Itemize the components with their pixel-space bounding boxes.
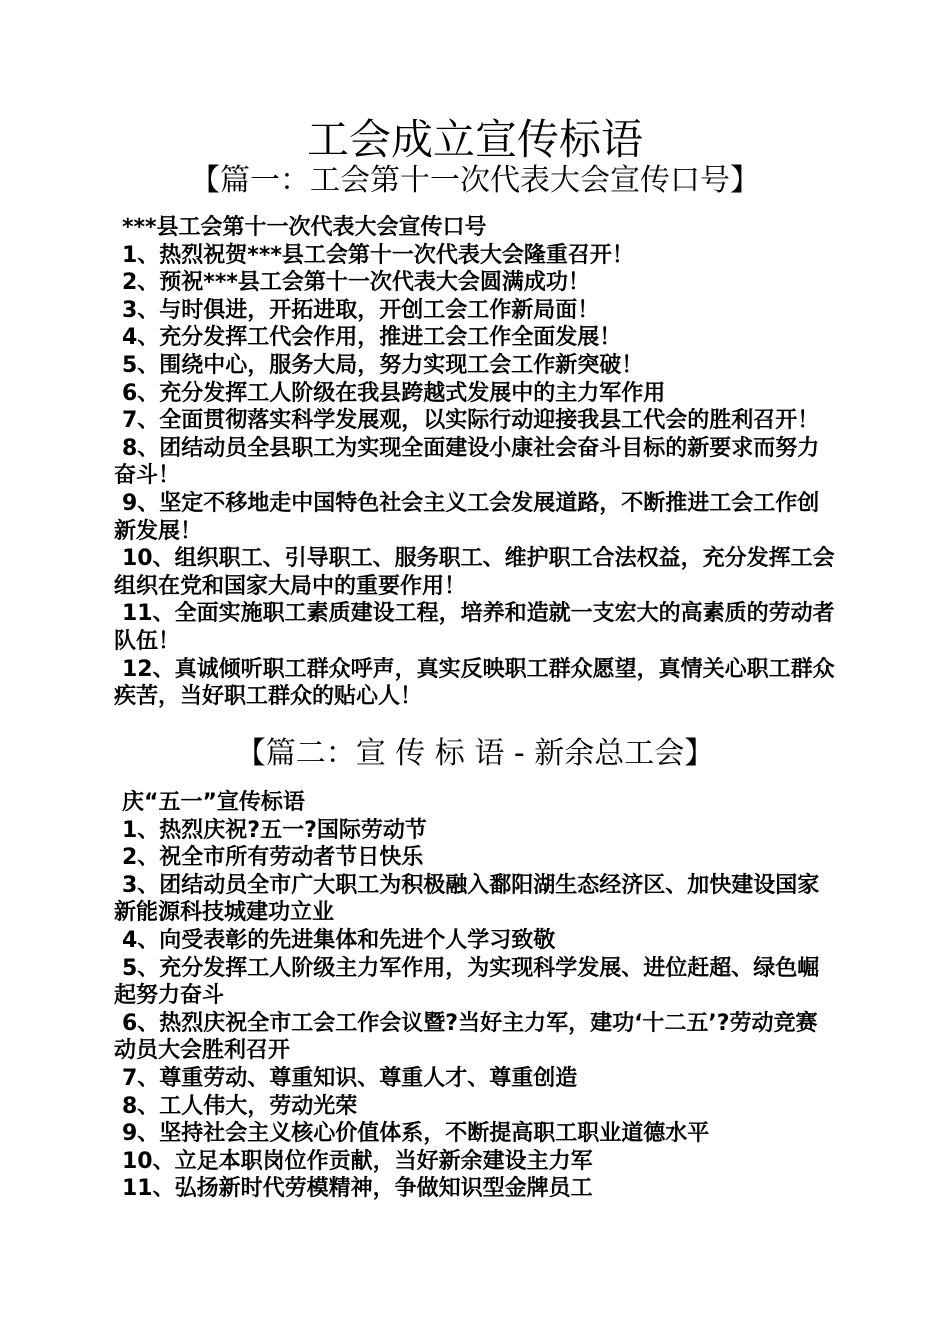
slogan-item: 4、充分发挥工代会作用，推进工会工作全面发展！ xyxy=(122,325,622,351)
slogan-item: 5、围绕中心，服务大局，努力实现工会工作新突破！ xyxy=(122,352,644,378)
slogan-item: 3、团结动员全市广大职工为积极融入鄱阳湖生态经济区、加快建设国家新能源科技城建功立业 xyxy=(114,872,820,926)
section-1-subtitle: ***县工会第十一次代表大会宣传口号 xyxy=(122,215,487,240)
slogan-item: 8、团结动员全县职工为实现全面建设小康社会奋斗目标的新要求而努力奋斗！ xyxy=(114,435,820,489)
section-1-body xyxy=(114,214,836,711)
section-2-heading: 【篇二：宣 传 标 语 - 新余总工会】 xyxy=(235,736,715,771)
slogan-item: 9、坚持社会主义核心价值体系，不断提高职工职业道德水平 xyxy=(122,1121,710,1147)
slogan-item: 6、充分发挥工人阶级在我县跨越式发展中的主力军作用 xyxy=(122,380,666,406)
slogan-item: 9、坚定不移地走中国特色社会主义工会发展道路，不断推进工会工作创新发展！ xyxy=(114,490,820,544)
slogan-item: 8、工人伟大，劳动光荣 xyxy=(122,1093,358,1119)
slogan-item: 7、全面贯彻落实科学发展观，以实际行动迎接我县工代会的胜利召开！ xyxy=(122,408,820,434)
document-title: 工会成立宣传标语 xyxy=(306,115,643,164)
slogan-item: 4、向受表彰的先进集体和先进个人学习致敬 xyxy=(122,927,556,953)
slogan-item: 11、弘扬新时代劳模精神，争做知识型金牌员工 xyxy=(122,1176,593,1202)
slogan-item: 12、真诚倾听职工群众呼声，真实反映职工群众愿望，真情关心职工群众疾苦，当好职工群众的贴心人！ xyxy=(114,656,835,710)
slogan-item: 10、组织职工、引导职工、服务职工、维护职工合法权益，充分发挥工会组织在党和国家大局中的重要作用！ xyxy=(114,546,835,599)
slogan-item: 2、祝全市所有劳动者节日快乐 xyxy=(122,845,424,871)
section-2-body xyxy=(114,789,836,1203)
slogan-item: 7、尊重劳动、尊重知识、尊重人才、尊重创造 xyxy=(122,1065,578,1091)
section-1-heading: 【篇一：工会第十一次代表大会宣传口号】 xyxy=(190,163,760,198)
slogan-item: 5、充分发挥工人阶级主力军作用，为实现科学发展、进位赶超、绿色崛起努力奋斗 xyxy=(114,955,820,1009)
slogan-item: 2、预祝***县工会第十一次代表大会圆满成功！ xyxy=(122,270,590,296)
slogan-item: 10、立足本职岗位作贡献，当好新余建设主力军 xyxy=(122,1148,593,1174)
section-2-subtitle: 庆“五一”宣传标语 xyxy=(122,790,305,815)
slogan-item: 11、全面实施职工素质建设工程，培养和造就一支宏大的高素质的劳动者队伍！ xyxy=(114,601,835,654)
slogan-item: 6、热烈庆祝全市工会工作会议暨?当好主力军，建功‘十二五’?劳动竞赛动员大会胜利召开 xyxy=(114,1010,818,1064)
slogan-item: 1、热烈祝贺***县工会第十一次代表大会隆重召开！ xyxy=(122,242,634,268)
slogan-item: 3、与时俱进，开拓进取，开创工会工作新局面！ xyxy=(122,297,600,323)
slogan-item: 1、热烈庆祝?五一?国际劳动节 xyxy=(122,817,427,843)
